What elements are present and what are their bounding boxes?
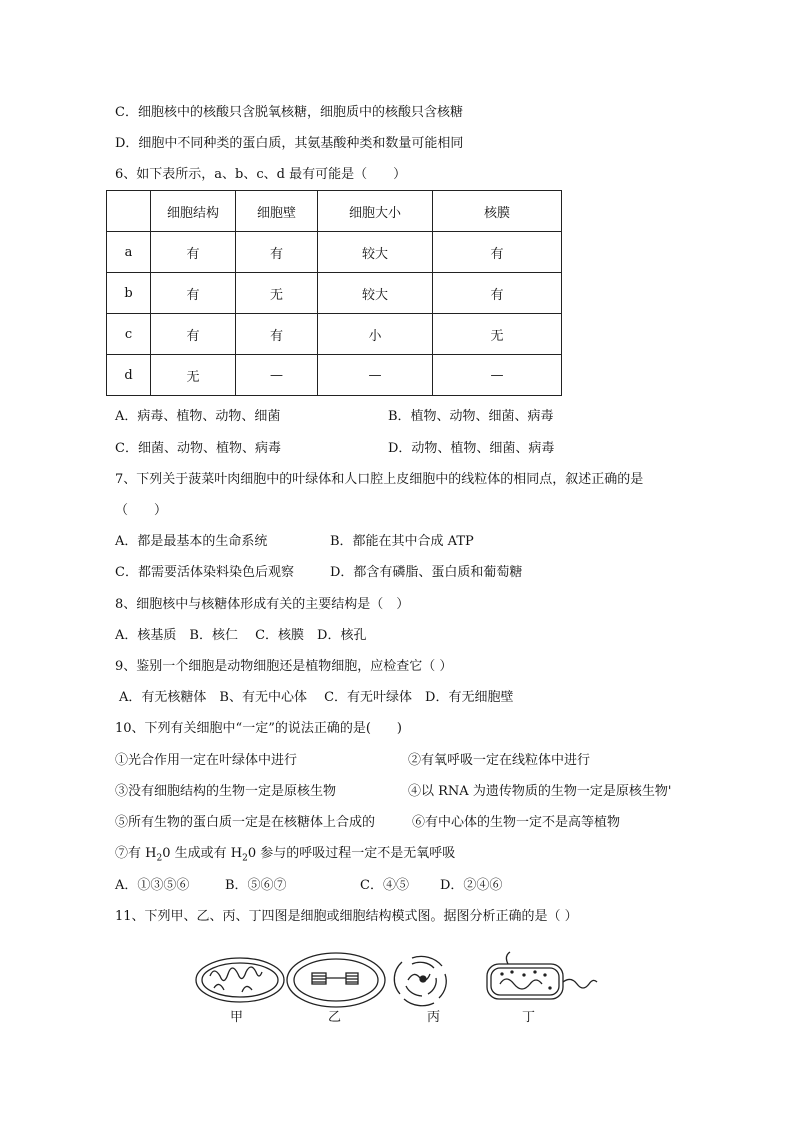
table-cell: —	[318, 355, 433, 396]
table-cell: 小	[318, 314, 433, 355]
mitochondrion-diagram	[196, 958, 284, 1002]
q7-option-b: B．都能在其中合成 ATP	[330, 534, 474, 549]
cell-structure-figure	[190, 950, 610, 1025]
question-7-paren: （ ）	[115, 503, 168, 518]
q10-statement-1: ①光合作用一定在叶绿体中进行	[115, 753, 298, 768]
q10-option-b: B．⑤⑥⑦	[225, 878, 287, 893]
table-cell: —	[433, 355, 562, 396]
h2o-subscript: 2	[156, 853, 163, 864]
table-header-cell: 细胞结构	[151, 191, 236, 232]
figure-label-bing: 丙	[427, 1010, 441, 1025]
q6-option-a: A．病毒、植物、动物、细菌	[115, 409, 281, 424]
nucleus-diagram	[394, 956, 446, 1005]
q10-option-c: C．④⑤	[360, 878, 409, 893]
table-row	[107, 232, 562, 273]
table-cell: b	[107, 273, 151, 314]
table-cell: 无	[433, 314, 562, 355]
q8-options: A．核基质 B．核仁 C．核膜 D．核孔	[115, 628, 367, 643]
q10-option-d: D．②④⑥	[440, 878, 503, 893]
table-cell: 无	[151, 355, 236, 396]
table-cell: 有	[151, 314, 236, 355]
option-d-previous: D．细胞中不同种类的蛋白质，其氨基酸种类和数量可能相同	[115, 136, 464, 151]
s7-part-3: 0 参与的呼吸过程一定不是无氧呼吸	[247, 846, 456, 861]
table-cell: a	[107, 232, 151, 273]
q10-statement-4: ④以 RNA 为遗传物质的生物一定是原核生物'	[408, 784, 672, 799]
table-row	[107, 273, 562, 314]
table-cell: 有	[433, 232, 562, 273]
option-c-previous: C．细胞核中的核酸只含脱氧核糖，细胞质中的核酸只含核糖	[115, 105, 463, 120]
table-header-cell: 细胞大小	[318, 191, 433, 232]
table-cell: c	[107, 314, 151, 355]
q6-option-c: C．细菌、动物、植物、病毒	[115, 441, 281, 456]
table-cell: 有	[433, 273, 562, 314]
table-header-cell: 细胞壁	[236, 191, 318, 232]
h2o-subscript: 2	[242, 853, 248, 864]
q10-option-a: A．①③⑤⑥	[115, 878, 190, 893]
bacterium-diagram	[487, 952, 597, 999]
question-7: 7、下列关于菠菜叶肉细胞中的叶绿体和人口腔上皮细胞中的线粒体的相同点，叙述正确的是	[115, 472, 644, 487]
s7-part-1: ⑦有 H	[115, 846, 157, 861]
question-11: 11、下列甲、乙、丙、丁四图是细胞或细胞结构模式图。据图分析正确的是（ ）	[115, 909, 578, 924]
table-header-cell	[107, 191, 151, 232]
s7-part-2: 0 生成或有 H	[162, 846, 243, 861]
figure-label-jia: 甲	[230, 1010, 244, 1025]
q10-statement-5: ⑤所有生物的蛋白质一定是在核糖体上合成的	[115, 815, 376, 830]
q10-statement-3: ③没有细胞结构的生物一定是原核生物	[115, 784, 337, 799]
table-cell: d	[107, 355, 151, 396]
q7-option-d: D．都含有磷脂、蛋白质和葡萄糖	[330, 565, 523, 580]
q6-option-d: D．动物、植物、细菌、病毒	[388, 441, 555, 456]
table-row	[107, 355, 562, 396]
question-9: 9、鉴别一个细胞是动物细胞还是植物细胞，应检查它（ ）	[115, 659, 453, 674]
q10-statement-7	[115, 845, 455, 868]
figure-label-ding: 丁	[522, 1010, 536, 1025]
chloroplast-diagram	[287, 953, 385, 1007]
q6-option-b: B．植物、动物、细菌、病毒	[388, 409, 554, 424]
question-8: 8、细胞核中与核糖体形成有关的主要结构是（ ）	[115, 597, 410, 612]
table-header-row	[107, 191, 562, 232]
table-cell: 较大	[318, 232, 433, 273]
q10-statement-2: ②有氧呼吸一定在线粒体中进行	[408, 753, 591, 768]
question-6: 6、如下表所示，a、b、c、d 最有可能是（ ）	[115, 167, 407, 182]
table-cell: 无	[236, 273, 318, 314]
table-cell: 有	[236, 314, 318, 355]
table-cell: 有	[151, 232, 236, 273]
q7-option-a: A．都是最基本的生命系统	[115, 534, 268, 549]
question-10: 10、下列有关细胞中“一定”的说法正确的是( )	[115, 721, 402, 736]
table-row	[107, 314, 562, 355]
figure-label-yi: 乙	[328, 1010, 342, 1025]
comparison-table	[106, 190, 562, 396]
table-cell: 较大	[318, 273, 433, 314]
q10-statement-6: ⑥有中心体的生物一定不是高等植物	[412, 815, 621, 830]
table-cell: —	[236, 355, 318, 396]
q7-option-c: C．都需要活体染料染色后观察	[115, 565, 294, 580]
table-header-cell: 核膜	[433, 191, 562, 232]
table-cell: 有	[151, 273, 236, 314]
q9-options: A．有无核糖体 B、有无中心体 C．有无叶绿体 D．有无细胞壁	[119, 690, 514, 705]
table-cell: 有	[236, 232, 318, 273]
